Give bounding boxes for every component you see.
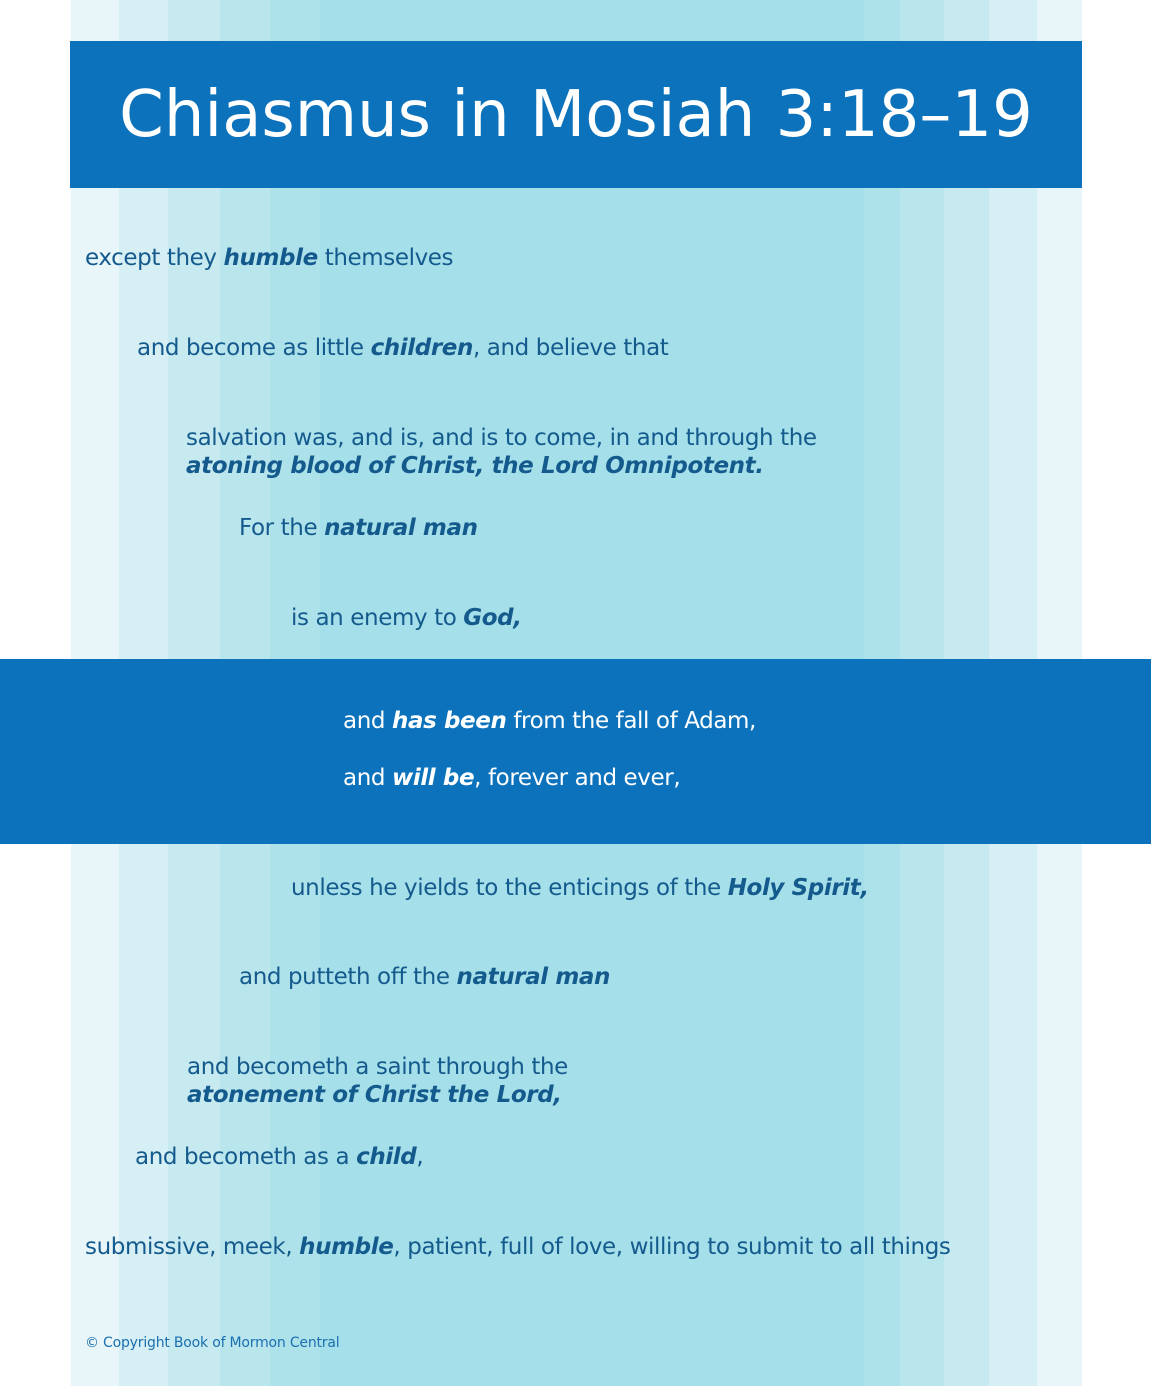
key-term: natural man	[324, 515, 478, 541]
chiasm-line-d	[239, 514, 478, 542]
line-text: submissive, meek,	[85, 1234, 300, 1260]
line-text: from the fall of Adam,	[506, 708, 756, 734]
page-title: Chiasmus in Mosiah 3:18–19	[119, 77, 1033, 152]
chiasm-line-e	[291, 604, 522, 632]
line-text: and become as little	[137, 335, 371, 361]
line-text: except they	[85, 245, 224, 271]
chiasm-line-e-prime	[291, 874, 869, 902]
line-text: and putteth off the	[239, 964, 457, 990]
line-text: and	[343, 708, 392, 734]
chiasm-center-line-2	[343, 764, 680, 792]
copyright-notice: © Copyright Book of Mormon Central	[85, 1335, 340, 1351]
key-term: children	[370, 335, 473, 361]
chiasm-line-c-prime	[187, 1053, 568, 1109]
line-text: , forever and ever,	[474, 765, 681, 791]
line-text: and becometh a saint through the	[187, 1054, 568, 1080]
key-term: God,	[463, 605, 522, 631]
chiasm-center-line-1	[343, 707, 756, 735]
key-term: atonement of Christ the Lord,	[187, 1082, 562, 1108]
key-term: atoning blood of Christ, the Lord Omnipotent.	[186, 453, 764, 479]
key-term: natural man	[456, 964, 610, 990]
line-text: , and believe that	[472, 335, 669, 361]
key-term: child	[356, 1144, 417, 1170]
chiasm-line-d-prime	[239, 963, 610, 991]
line-text: , patient, full of love, willing to submit to all things	[393, 1234, 951, 1260]
chiasm-line-b-prime	[135, 1143, 423, 1171]
title-banner	[70, 41, 1082, 188]
center-highlight-band	[0, 659, 1151, 844]
line-text: salvation was, and is, and is to come, in and through the	[186, 425, 817, 451]
line-text: themselves	[317, 245, 454, 271]
key-term: humble	[299, 1234, 394, 1260]
line-text: and	[343, 765, 392, 791]
line-text: unless he yields to the enticings of the	[291, 875, 728, 901]
line-text: is an enemy to	[291, 605, 464, 631]
chiasm-line-a-prime	[85, 1233, 950, 1261]
key-term: humble	[223, 245, 318, 271]
chiasm-line-a	[85, 244, 453, 272]
chiasm-line-c	[186, 424, 817, 480]
line-text: For the	[239, 515, 325, 541]
key-term: has been	[391, 708, 507, 734]
line-text: ,	[416, 1144, 424, 1170]
key-term: Holy Spirit,	[727, 875, 869, 901]
line-text: and becometh as a	[135, 1144, 357, 1170]
chiasm-line-b	[137, 334, 668, 362]
key-term: will be	[391, 765, 475, 791]
